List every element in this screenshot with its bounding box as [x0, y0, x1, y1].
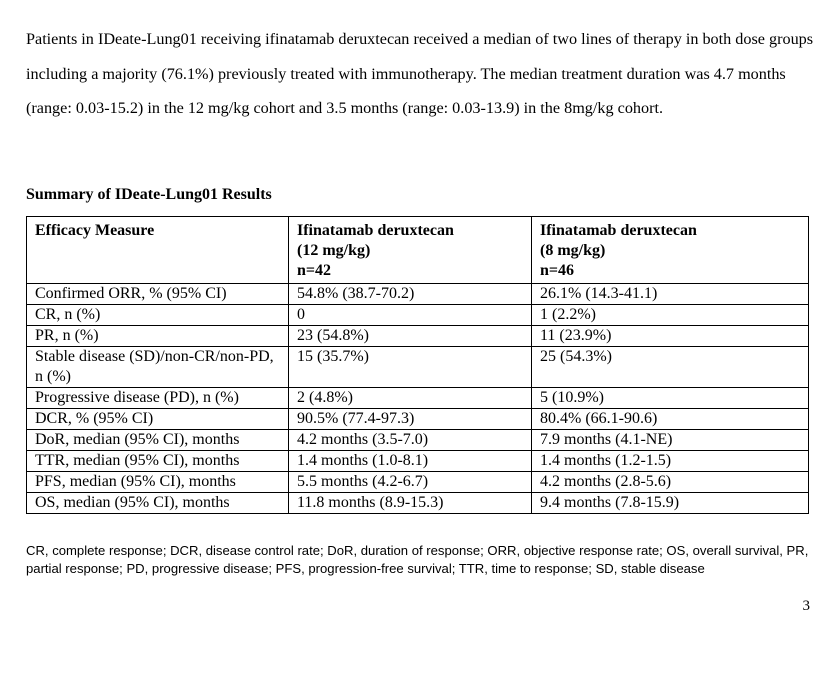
row-measure: PR, n (%) — [27, 326, 289, 347]
table-title: Summary of IDeate-Lung01 Results — [26, 186, 272, 203]
table-row — [27, 409, 809, 430]
table-row — [27, 388, 809, 409]
header-12mg-n: n=42 — [297, 262, 332, 279]
header-8mg-n: n=46 — [540, 262, 575, 279]
row-value-12mg: 1.4 months (1.0-8.1) — [289, 451, 532, 472]
row-measure: Progressive disease (PD), n (%) — [27, 388, 289, 409]
row-measure: OS, median (95% CI), months — [27, 493, 289, 514]
table-row — [27, 472, 809, 493]
row-value-8mg: 7.9 months (4.1-NE) — [532, 430, 809, 451]
table-row — [27, 284, 809, 305]
row-measure: DCR, % (95% CI) — [27, 409, 289, 430]
row-value-12mg: 23 (54.8%) — [289, 326, 532, 347]
row-value-12mg: 2 (4.8%) — [289, 388, 532, 409]
row-value-12mg: 5.5 months (4.2-6.7) — [289, 472, 532, 493]
row-value-12mg: 4.2 months (3.5-7.0) — [289, 430, 532, 451]
header-12mg-cohort — [289, 217, 532, 284]
table-row — [27, 493, 809, 514]
row-value-8mg: 5 (10.9%) — [532, 388, 809, 409]
results-table — [26, 216, 809, 514]
row-value-8mg: 11 (23.9%) — [532, 326, 809, 347]
header-12mg-drug: Ifinatamab deruxtecan — [297, 222, 454, 239]
row-measure: CR, n (%) — [27, 305, 289, 326]
table-row — [27, 430, 809, 451]
row-measure: TTR, median (95% CI), months — [27, 451, 289, 472]
row-measure: DoR, median (95% CI), months — [27, 430, 289, 451]
page-number: 3 — [802, 598, 810, 614]
row-value-12mg: 11.8 months (8.9-15.3) — [289, 493, 532, 514]
row-value-12mg: 54.8% (38.7-70.2) — [289, 284, 532, 305]
row-value-8mg: 25 (54.3%) — [532, 347, 809, 388]
table-row — [27, 451, 809, 472]
table-row — [27, 347, 809, 388]
table-row — [27, 305, 809, 326]
row-value-12mg: 90.5% (77.4-97.3) — [289, 409, 532, 430]
header-8mg-drug: Ifinatamab deruxtecan — [540, 222, 697, 239]
table-header-row — [27, 217, 809, 284]
row-value-8mg: 9.4 months (7.8-15.9) — [532, 493, 809, 514]
table-footnote: CR, complete response; DCR, disease control rate; DoR, duration of response; ORR, objective response rate; OS, overall survival, PR, partial response; PD, progressive disease; PFS, progression-free survival; TTR, time to response; SD, stable disease — [26, 543, 809, 576]
header-12mg-dose: (12 mg/kg) — [297, 242, 371, 259]
row-value-8mg: 80.4% (66.1-90.6) — [532, 409, 809, 430]
row-measure: Stable disease (SD)/non-CR/non-PD, n (%) — [27, 347, 289, 388]
row-value-12mg: 0 — [289, 305, 532, 326]
row-value-8mg: 26.1% (14.3-41.1) — [532, 284, 809, 305]
row-value-8mg: 1 (2.2%) — [532, 305, 809, 326]
row-value-8mg: 4.2 months (2.8-5.6) — [532, 472, 809, 493]
table-row — [27, 326, 809, 347]
header-efficacy-measure: Efficacy Measure — [27, 217, 289, 284]
header-8mg-dose: (8 mg/kg) — [540, 242, 606, 259]
row-value-12mg: 15 (35.7%) — [289, 347, 532, 388]
body-paragraph: Patients in IDeate-Lung01 receiving ifinatamab deruxtecan received a median of two lines of therapy in both dose groups including a majority (76.1%) previously treated with immunotherapy. The median treatment duration was 4.7 months (range: 0.03-15.2) in the 12 mg/kg cohort and 3.5 months (range: 0.03-13.9) in the 8mg/kg cohort. — [26, 30, 814, 117]
row-measure: PFS, median (95% CI), months — [27, 472, 289, 493]
row-value-8mg: 1.4 months (1.2-1.5) — [532, 451, 809, 472]
header-8mg-cohort — [532, 217, 809, 284]
row-measure: Confirmed ORR, % (95% CI) — [27, 284, 289, 305]
